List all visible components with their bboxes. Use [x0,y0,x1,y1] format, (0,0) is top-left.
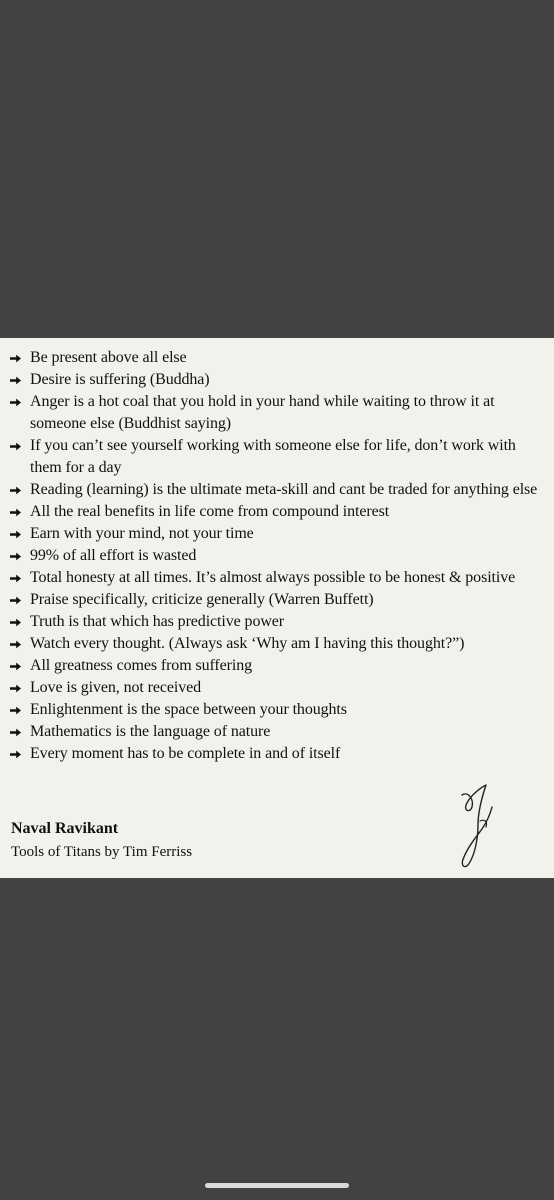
list-item: Earn with your mind, not your time [0,523,554,545]
list-item: Anger is a hot coal that you hold in your hand while waiting to throw it at someone else (Buddhist saying) [0,391,554,435]
arrow-right-icon [8,743,22,765]
list-item: Total honesty at all times. It’s almost always possible to be honest & positive [0,567,554,589]
arrow-right-icon [8,347,22,369]
list-item: Enlightenment is the space between your thoughts [0,699,554,721]
list-item: Truth is that which has predictive power [0,611,554,633]
home-indicator[interactable] [205,1183,349,1188]
list-item: 99% of all effort is wasted [0,545,554,567]
list-item: Desire is suffering (Buddha) [0,369,554,391]
arrow-right-icon [8,611,22,633]
bottom-background [0,878,554,1200]
arrow-right-icon [8,699,22,721]
quote-list [0,347,554,765]
arrow-right-icon [8,589,22,611]
author-name: Naval Ravikant [11,820,119,837]
list-item: Reading (learning) is the ultimate meta-skill and cant be traded for anything else [0,479,554,501]
list-item: Love is given, not received [0,677,554,699]
arrow-right-icon [8,721,22,743]
signature-icon [452,781,502,871]
list-item: Praise specifically, criticize generally (Warren Buffett) [0,589,554,611]
quote-page [0,338,554,878]
arrow-right-icon [8,435,22,457]
book-source: Tools of Titans by Tim Ferriss [11,844,193,860]
arrow-right-icon [8,677,22,699]
list-item: Mathematics is the language of nature [0,721,554,743]
arrow-right-icon [8,501,22,523]
list-item: Watch every thought. (Always ask ‘Why am I having this thought?”) [0,633,554,655]
list-item: All the real benefits in life come from compound interest [0,501,554,523]
arrow-right-icon [8,545,22,567]
list-item: If you can’t see yourself working with someone else for life, don’t work with them for a day [0,435,554,479]
list-item: Be present above all else [0,347,554,369]
arrow-right-icon [8,567,22,589]
arrow-right-icon [8,655,22,677]
list-item: All greatness comes from suffering [0,655,554,677]
list-item: Every moment has to be complete in and of itself [0,743,554,765]
arrow-right-icon [8,479,22,501]
arrow-right-icon [8,633,22,655]
arrow-right-icon [8,369,22,391]
top-background [0,0,554,338]
arrow-right-icon [8,391,22,413]
arrow-right-icon [8,523,22,545]
